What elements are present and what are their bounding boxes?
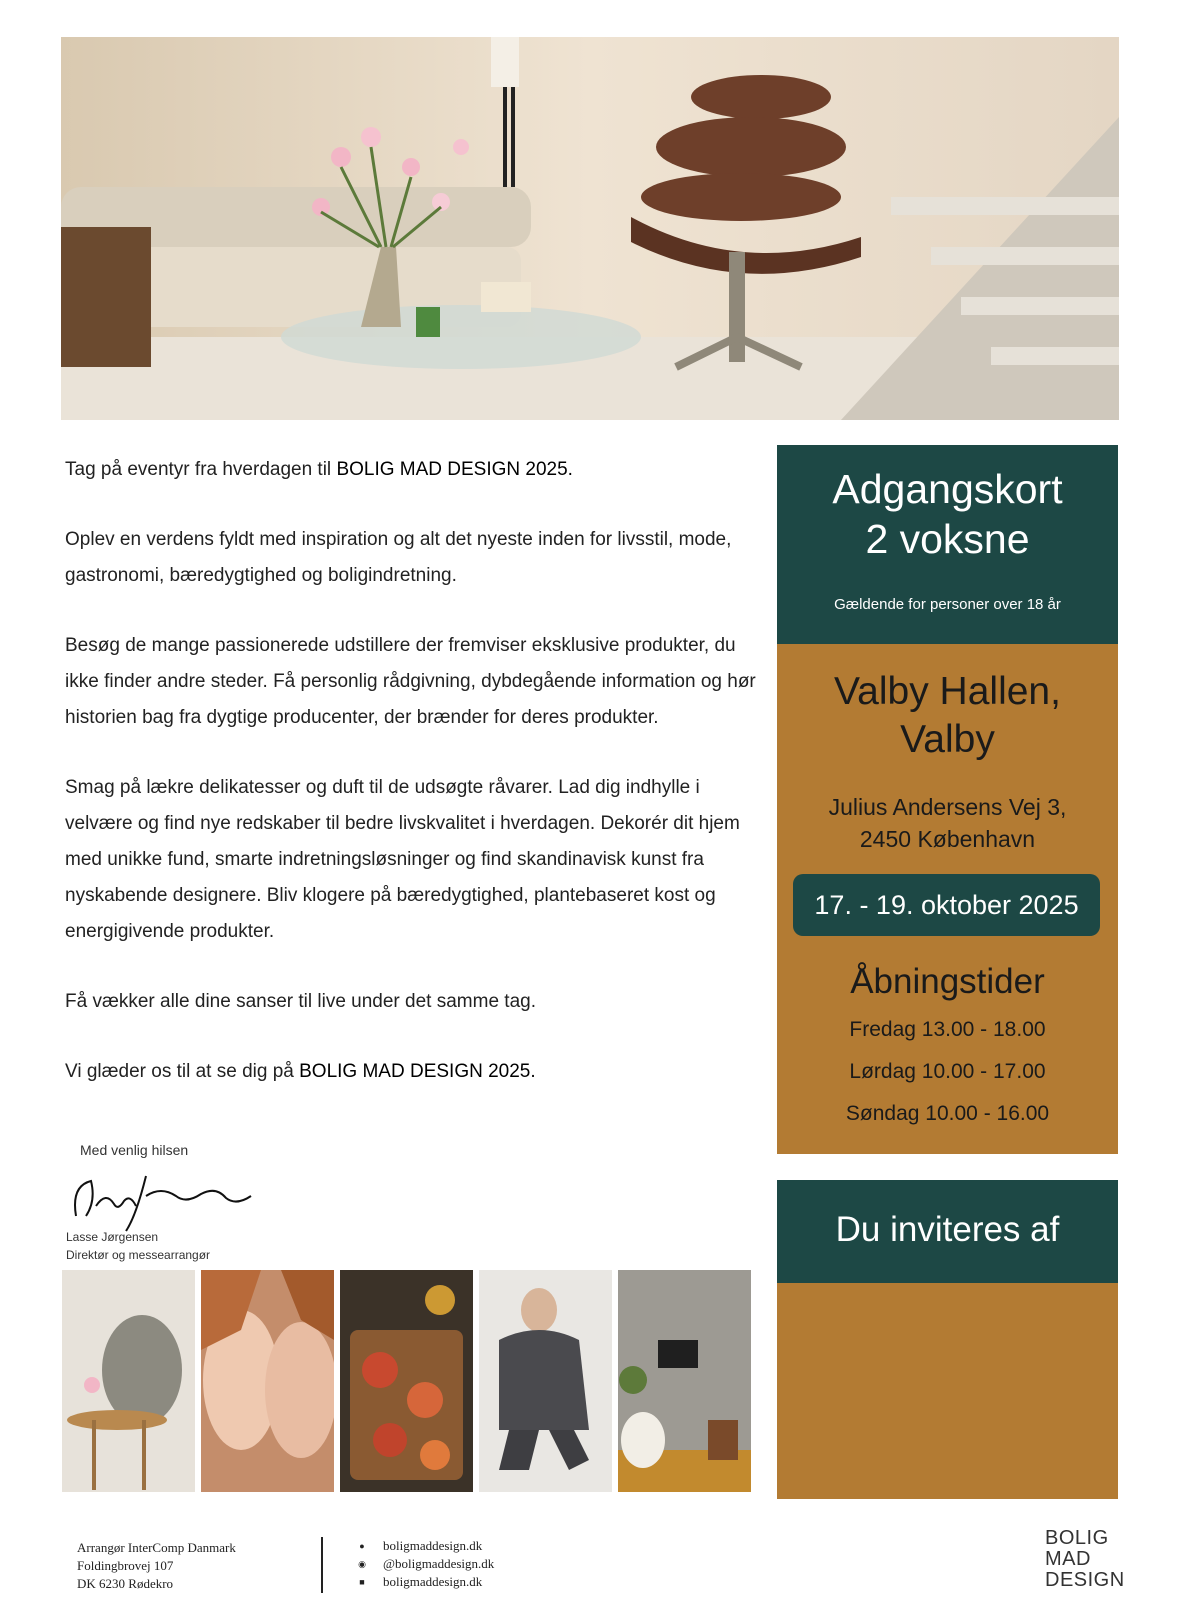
hours-saturday: Lørdag 10.00 - 17.00 — [849, 1060, 1046, 1083]
opening-hours-title: Åbningstider — [850, 962, 1045, 1001]
logo-line-3: DESIGN — [1045, 1569, 1125, 1591]
signature-name: Lasse Jørgensen — [66, 1230, 159, 1244]
photo-egg-chair — [62, 1270, 195, 1492]
photo-jewelry-models — [201, 1270, 334, 1492]
photo-strip — [62, 1270, 755, 1492]
ticket-quantity: 2 voksne — [865, 516, 1030, 562]
letter-paragraph-4: Smag på lækre delikatesser og duft til de udsøgte råvarer. Lad dig indhylle i velvære og find nye redskaber til bedre livskvalitet i hverdagen. Dekorér dit hjem med unikke fund, smarte indretningsløsninger og find skandinavisk kunst fra nyskabende designere. Bliv klogere på bæredygtighed, plantebaseret kost og energigivende produkter. — [65, 777, 740, 942]
website-link[interactable]: boligmaddesign.dk — [383, 1538, 483, 1553]
event-dates-badge: 17. - 19. oktober 2025 — [793, 874, 1100, 936]
event-name: BOLIG MAD DESIGN 2025. — [336, 459, 573, 480]
ticket-title: Adgangskort — [832, 466, 1063, 512]
logo-line-1: BOLIG — [1045, 1527, 1109, 1549]
logo-line-2: MAD — [1045, 1548, 1091, 1570]
web-icon: ● — [359, 1541, 365, 1551]
event-name-closing: BOLIG MAD DESIGN 2025. — [299, 1061, 536, 1082]
signature-title: Direktør og messearrangør — [66, 1248, 211, 1262]
hours-friday: Fredag 13.00 - 18.00 — [849, 1018, 1046, 1041]
handwritten-signature — [66, 1156, 266, 1236]
letter-intro: Tag på eventyr fra hverdagen til BOLIG MAD DESIGN 2025. — [65, 459, 573, 480]
letter-closing: Vi glæder os til at se dig på BOLIG MAD DESIGN 2025. — [65, 1061, 536, 1082]
facebook-link[interactable]: boligmaddesign.dk — [383, 1574, 483, 1589]
organizer-info — [77, 1539, 236, 1593]
facebook-icon: ■ — [359, 1577, 365, 1587]
invited-by-label: Du inviteres af — [835, 1210, 1060, 1249]
instagram-link[interactable]: @boligmaddesign.dk — [383, 1556, 495, 1571]
letter-paragraph-5: Få vækker alle dine sanser til live under det samme tag. — [65, 991, 536, 1012]
brand-logo — [1045, 1528, 1125, 1591]
letter-paragraph-3: Besøg de mange passionerede udstillere der fremviser eksklusive produkter, du ikke finder andre steder. Få personlig rådgivning, dybdegående information og hør historien bag fra dygtige producenter, der brænder for deres produkter. — [65, 635, 756, 728]
invited-by-box — [777, 1283, 1118, 1499]
invited-by-header — [777, 1180, 1118, 1283]
ticket-details — [777, 644, 1118, 1154]
organizer-name: Arrangør InterComp Danmark — [77, 1540, 236, 1555]
photo-living-room — [618, 1270, 751, 1492]
invitation-letter — [65, 452, 765, 1124]
instagram-icon: ◉ — [358, 1559, 366, 1569]
ticket-age-restriction: Gældende for personer over 18 år — [834, 596, 1061, 613]
organizer-city: DK 6230 Rødekro — [77, 1576, 174, 1591]
signature-block — [66, 1142, 286, 1262]
venue-postal: 2450 København — [859, 826, 1036, 852]
footer-links — [357, 1537, 494, 1591]
photo-food-platter — [340, 1270, 473, 1492]
hours-sunday: Søndag 10.00 - 16.00 — [845, 1102, 1050, 1125]
footer-divider — [321, 1537, 323, 1593]
venue-name: Valby Hallen, — [834, 670, 1061, 713]
venue-city: Valby — [900, 718, 995, 761]
hero-image — [61, 37, 1119, 420]
organizer-street: Foldingbrovej 107 — [77, 1558, 174, 1573]
venue-street: Julius Andersens Vej 3, — [828, 794, 1067, 820]
signature-greeting: Med venlig hilsen — [80, 1142, 189, 1158]
ticket-header — [777, 445, 1118, 644]
photo-fashion-model — [479, 1270, 612, 1492]
letter-paragraph-2: Oplev en verdens fyldt med inspiration og alt det nyeste inden for livsstil, mode, gastronomi, bæredygtighed og boligindretning. — [65, 529, 732, 586]
